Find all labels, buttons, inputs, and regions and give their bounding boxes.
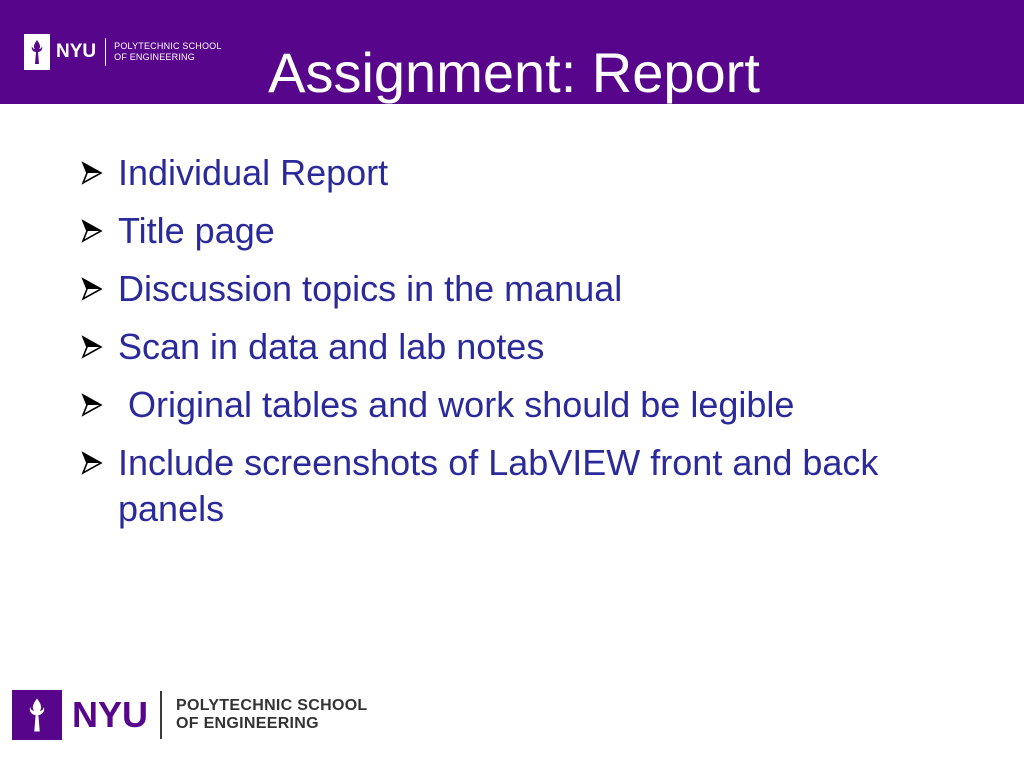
bullet-text: Original tables and work should be legible (118, 384, 795, 425)
logo-school-line1: POLYTECHNIC SCHOOL (114, 41, 222, 51)
arrow-bullet-icon (80, 324, 118, 370)
logo-divider (160, 691, 162, 739)
logo-school-line2: OF ENGINEERING (114, 52, 195, 62)
logo-wordmark: NYU (72, 694, 149, 735)
arrow-bullet-icon (80, 266, 118, 312)
torch-icon (12, 690, 62, 740)
bullet-text: Include screenshots of LabVIEW front and back panels (118, 442, 879, 529)
list-item (80, 266, 980, 312)
bullet-text: Scan in data and lab notes (118, 326, 545, 367)
list-item (80, 150, 980, 196)
bullet-text: Individual Report (118, 152, 389, 193)
list-item (80, 440, 980, 532)
logo-wordmark: NYU (56, 41, 97, 62)
bullet-list (80, 150, 980, 544)
arrow-bullet-icon (80, 440, 118, 486)
slide-title-container (0, 38, 1024, 108)
footer-logo (12, 688, 368, 742)
list-item (80, 382, 980, 428)
bullet-text: Discussion topics in the manual (118, 268, 623, 309)
arrow-bullet-icon (80, 382, 118, 428)
list-item (80, 324, 980, 370)
arrow-bullet-icon (80, 150, 118, 196)
slide-title: Assignment: Report (268, 41, 760, 104)
logo-school-line1: POLYTECHNIC SCHOOL (176, 697, 368, 714)
bullet-text: Title page (118, 210, 275, 251)
logo-school-line2: OF ENGINEERING (176, 715, 319, 732)
list-item (80, 208, 980, 254)
logo-school-name (176, 697, 368, 733)
arrow-bullet-icon (80, 208, 118, 254)
